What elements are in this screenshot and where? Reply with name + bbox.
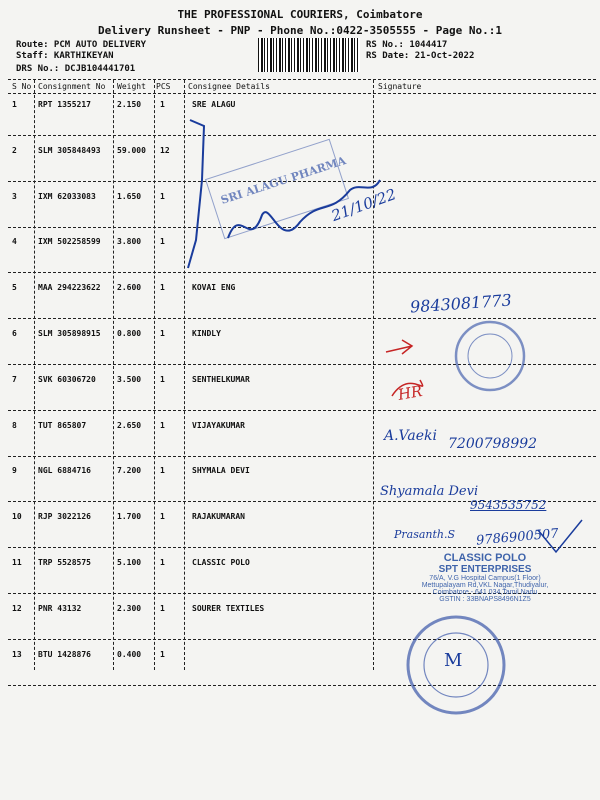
classic-polo-stamp (378, 552, 592, 603)
cell-consignment: SLM 305848493 (38, 145, 101, 155)
cell-sno: 7 (12, 374, 17, 384)
cell-consignment: RPT 1355217 (38, 100, 91, 109)
cell-sno: 8 (12, 420, 17, 430)
cell-sno: 10 (12, 512, 22, 522)
cell-consignee: KOVAI ENG (192, 283, 236, 293)
cell-sno: 11 (12, 558, 22, 567)
cell-pcs: 1 (160, 100, 165, 109)
col-header-signature: Signature (378, 82, 422, 91)
cell-consignee: SOURER TEXTILES (192, 603, 265, 613)
pharma-stamp-name: SRI ALAGU PHARMA (219, 154, 348, 207)
handwritten-phone-row8: 7200798992 (448, 436, 538, 452)
cell-weight: 2.300 (117, 603, 142, 613)
rs-number: RS No.: 1044417 (366, 40, 448, 50)
handwritten-phone-row10: 9786900507 (475, 526, 560, 549)
cell-weight: 0.800 (117, 329, 142, 338)
cell-pcs: 1 (160, 420, 165, 430)
col-header-consignment: Consignment No (38, 82, 106, 91)
red-arrow (386, 340, 412, 354)
handwritten-sign-row9: Shyamala Devi (380, 484, 479, 499)
cell-pcs: 1 (160, 649, 165, 659)
cell-weight: 2.650 (117, 420, 142, 430)
handwritten-date: 21/10/22 (328, 185, 399, 225)
cell-weight: 3.500 (117, 374, 142, 384)
stamp-address-2: Mettupalayam Rd,VKL Nagar,Thudiyalur, (421, 582, 549, 589)
handwritten-sign-row8: A.Vaeki (384, 428, 437, 444)
staff-label: Staff: KARTHIKEYAN (16, 51, 114, 61)
col-header-pcs: PCS (156, 82, 171, 91)
col-header-consignee: Consignee Details (188, 82, 270, 91)
stamp-name: CLASSIC POLO (443, 552, 527, 564)
cell-weight: 1.700 (117, 512, 142, 522)
route-label: Route: PCM AUTO DELIVERY (16, 40, 147, 50)
cell-pcs: 1 (160, 283, 165, 293)
cell-pcs: 1 (160, 466, 165, 476)
drs-number: DRS No.: DCJB104441701 (16, 64, 136, 74)
cell-pcs: 1 (160, 374, 165, 384)
stamp-company: SPT ENTERPRISES (438, 564, 532, 575)
round-seal-6-inner (468, 334, 512, 378)
cell-sno: 5 (12, 283, 17, 293)
page-subtitle: Delivery Runsheet - PNP - Phone No.:0422-3505555 - Page No.:1 (98, 24, 502, 37)
cell-weight: 1.650 (117, 191, 142, 201)
cell-pcs: 12 (160, 145, 170, 155)
handwritten-phone-row9: 9543535752 (470, 498, 547, 512)
cell-sno: 3 (12, 191, 17, 201)
stamp-gstin: GSTIN : 33BNAPS8496N1Z5 (439, 596, 531, 603)
cell-sno: 6 (12, 329, 17, 338)
cell-consignment: PNR 43132 (38, 603, 82, 613)
cell-weight: 2.150 (117, 100, 142, 109)
round-seal-6 (456, 322, 524, 390)
bracket-stroke (188, 120, 204, 268)
cell-sno: 1 (12, 100, 17, 109)
cell-weight: 0.400 (117, 649, 142, 659)
cell-pcs: 1 (160, 329, 165, 338)
cell-consignment: SLM 305898915 (38, 329, 101, 338)
cell-consignee: RAJAKUMARAN (192, 512, 245, 522)
cell-consignment: TUT 865807 (38, 420, 87, 430)
cell-consignment: TRP 5528575 (38, 558, 91, 567)
handwritten-phone-row5: 9843081773 (409, 290, 513, 317)
col-header-sno: S No (12, 82, 32, 91)
cell-consignment: IXM 62033083 (38, 191, 96, 201)
stamp-address-3: Coimbatore - 641 034,Tamil Nadu (432, 589, 538, 596)
cell-pcs: 1 (160, 237, 165, 247)
cell-consignment: BTU 1428876 (38, 649, 91, 659)
cell-weight: 2.600 (117, 283, 142, 293)
cell-sno: 12 (12, 603, 22, 613)
handwritten-sign-row10: Prasanth.S (394, 528, 456, 541)
handwritten-mark-row7: HR (396, 382, 424, 404)
cell-consignment: SVK 60306720 (38, 374, 96, 384)
cell-consignment: RJP 3022126 (38, 512, 91, 522)
cell-consignment: NGL 6884716 (38, 466, 91, 476)
cell-sno: 4 (12, 237, 17, 247)
cell-consignment: MAA 294223622 (38, 283, 101, 293)
page-title: THE PROFESSIONAL COURIERS, Coimbatore (177, 8, 423, 21)
cell-pcs: 1 (160, 512, 165, 522)
cell-pcs: 1 (160, 603, 165, 613)
cell-weight: 5.100 (117, 558, 142, 567)
cell-consignment: IXM 502258599 (38, 237, 101, 247)
cell-sno: 2 (12, 145, 17, 155)
cell-sno: 13 (12, 649, 22, 659)
cell-sno: 9 (12, 466, 17, 476)
cell-consignee: VIJAYAKUMAR (192, 420, 245, 430)
cell-consignee: SHYMALA DEVI (192, 466, 250, 476)
handwritten-mark-row13: M (444, 650, 463, 671)
col-header-weight: Weight (117, 82, 146, 91)
cell-weight: 59.000 (117, 145, 146, 155)
cell-pcs: 1 (160, 191, 165, 201)
cell-consignee: SRE ALAGU (192, 100, 236, 109)
cell-consignee: KINDLY (192, 329, 221, 338)
stamp-address-1: 76/A, V.G Hospital Campus(1 Floor) (429, 575, 541, 582)
cell-weight: 7.200 (117, 466, 142, 476)
cell-weight: 3.800 (117, 237, 142, 247)
cell-consignee: CLASSIC POLO (192, 558, 250, 567)
rs-date: RS Date: 21-Oct-2022 (366, 51, 475, 61)
cell-consignee: SENTHELKUMAR (192, 374, 250, 384)
cell-pcs: 1 (160, 558, 165, 567)
